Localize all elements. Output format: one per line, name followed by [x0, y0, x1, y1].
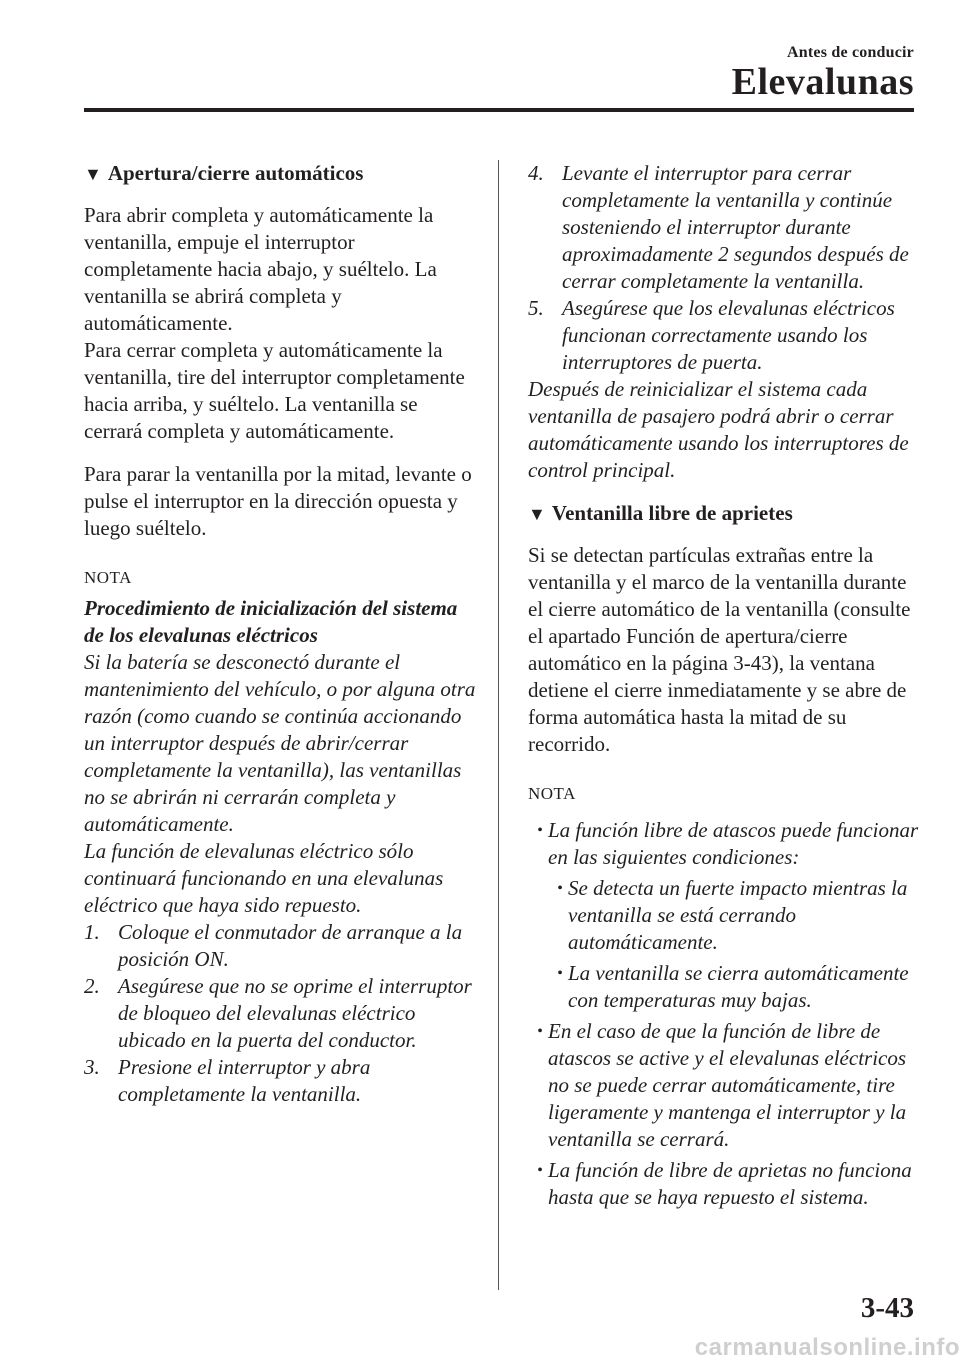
nota-label: NOTA [528, 784, 576, 803]
step-item [84, 1054, 480, 1108]
sub-bullet-item [552, 960, 920, 1014]
bullet-text: En el caso de que la función de libre de atascos se active y el elevalunas eléctricos no se puede cerrar automáticamente, tire ligeramente y mantenga el interruptor y la ventanilla se cerrará. [548, 1019, 907, 1151]
step-item [84, 919, 480, 973]
step-number: 2. [84, 974, 100, 998]
header-rule [84, 108, 914, 112]
right-column [528, 160, 920, 1211]
bullet-text: La función de libre de aprietas no funciona hasta que se haya repuesto el sistema. [548, 1158, 912, 1209]
nota-title: Procedimiento de inicialización del sistema de los elevalunas eléctricos [84, 596, 458, 647]
section-title-auto [84, 160, 480, 188]
paragraph: Para abrir completa y automáticamente la ventanilla, empuje el interruptor completamente hacia abajo, y suéltelo. La ventanilla se abrirá completa y automáticamente. [84, 203, 437, 335]
bullet-icon: • [537, 1162, 543, 1179]
paragraph: Para cerrar completa y automáticamente la ventanilla, tire del interruptor completamente hacia arriba, y suéltelo. La ventanilla se cerrará completa y automáticamente. [84, 338, 465, 443]
triangle-marker-icon: ▼ [84, 164, 102, 184]
step-number: 4. [528, 161, 544, 185]
step-number: 1. [84, 920, 100, 944]
step-item [84, 973, 480, 1054]
bullet-icon: • [557, 880, 563, 897]
step-number: 5. [528, 296, 544, 320]
nota-paragraph: Después de reinicializar el sistema cada ventanilla de pasajero podrá abrir o cerrar automáticamente usando los interruptores de control principal. [528, 377, 909, 482]
step-text: Coloque el conmutador de arranque a la posición ON. [118, 920, 463, 971]
header-section-label: Antes de conducir [787, 44, 914, 61]
triangle-marker-icon: ▼ [528, 504, 546, 524]
bullet-icon: • [537, 1023, 543, 1040]
left-column [84, 160, 480, 1108]
bullet-item [532, 1018, 920, 1153]
step-text: Presione el interruptor y abra completamente la ventanilla. [118, 1055, 371, 1106]
sub-bullet-item [552, 875, 920, 956]
step-text: Asegúrese que los elevalunas eléctricos funcionan correctamente usando los interruptores de puerta. [562, 296, 895, 374]
bullet-text: La función libre de atascos puede funcionar en las siguientes condiciones: [548, 818, 919, 869]
paragraph: Si se detectan partículas extrañas entre la ventanilla y el marco de la ventanilla durante el cierre automático de la ventanilla (consulte el apartado Función de apertura/cierre automático en la página 3-43), la ventana detiene el cierre inmediatamente y se abre de forma automática hasta la mitad de su recorrido. [528, 543, 911, 756]
section-title-text: Ventanilla libre de aprietes [551, 501, 793, 525]
page-number: 3-43 [860, 1292, 914, 1324]
paragraph: Para parar la ventanilla por la mitad, levante o pulse el interruptor en la dirección opuesta y luego suéltelo. [84, 462, 472, 540]
bullet-item [532, 817, 920, 871]
step-item [528, 160, 920, 295]
nota-paragraph: La función de elevalunas eléctrico sólo continuará funcionando en una elevalunas eléctrico que haya sido repuesto. [84, 839, 444, 917]
section-title-text: Apertura/cierre automáticos [107, 161, 364, 185]
bullet-item [532, 1157, 920, 1211]
bullet-icon: • [537, 822, 543, 839]
step-item [528, 295, 920, 376]
bullet-text: Se detecta un fuerte impacto mientras la ventanilla se está cerrando automáticamente. [568, 876, 908, 954]
nota-label: NOTA [84, 568, 132, 587]
nota-bullet-list [528, 817, 920, 1211]
sub-bullet-list [528, 875, 920, 1014]
section-title-anti-pinch [528, 500, 920, 528]
bullet-icon: • [557, 965, 563, 982]
step-text: Asegúrese que no se oprime el interruptor de bloqueo del elevalunas eléctrico ubicado en la puerta del conductor. [118, 974, 472, 1052]
step-text: Levante el interruptor para cerrar completamente la ventanilla y continúe sosteniendo el interruptor durante aproximadamente 2 segundos después de cerrar completamente la ventanilla. [562, 161, 909, 293]
step-number: 3. [84, 1055, 100, 1079]
bullet-text: La ventanilla se cierra automáticamente con temperaturas muy bajas. [568, 961, 909, 1012]
column-divider [498, 160, 499, 1290]
nota-paragraph: Si la batería se desconectó durante el mantenimiento del vehículo, o por alguna otra razón (como cuando se continúa accionando un interruptor después de abrir/cerrar completamente la ventanilla), las ventanillas no se abrirán ni cerrarán completa y automáticamente. [84, 650, 476, 836]
header-title: Elevalunas [731, 61, 914, 103]
watermark: carmanualsonline.info [694, 1334, 960, 1361]
